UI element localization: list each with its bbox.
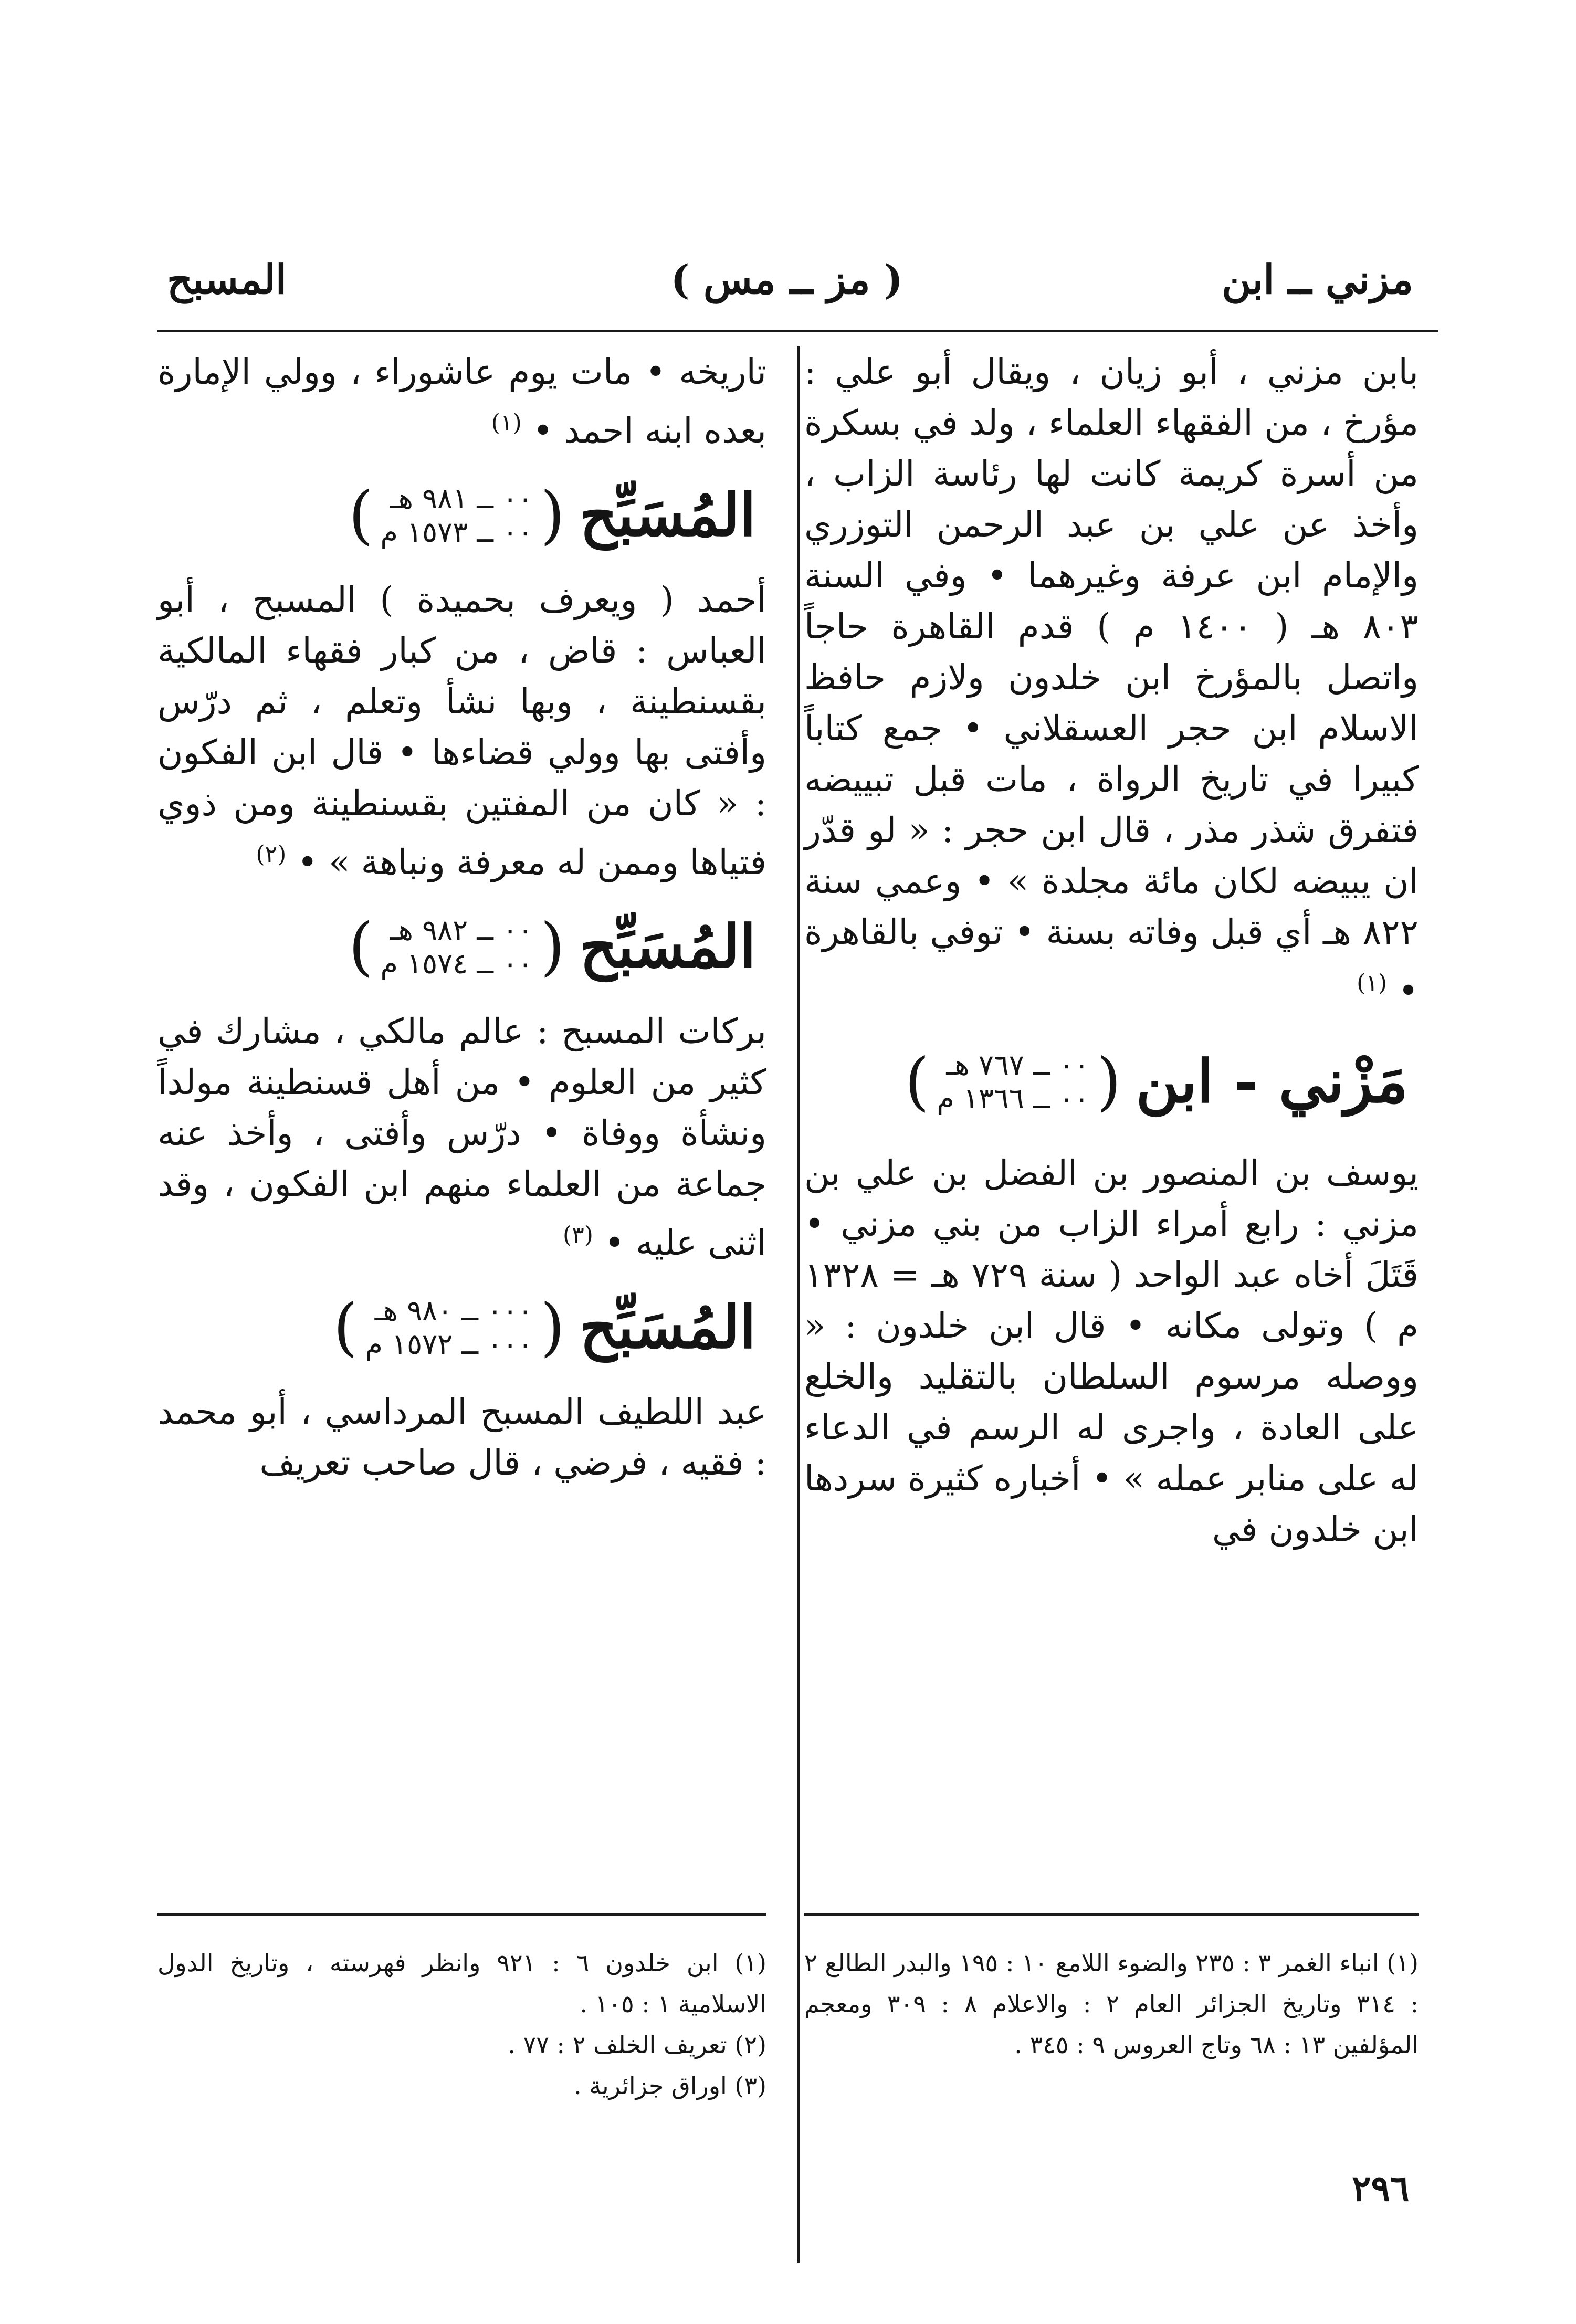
- entry-text: عبد اللطيف المسبح المرداسي ، أبو محمد : فقيه ، فرضي ، قال صاحب تعريف: [157, 1392, 766, 1483]
- footnote-rule: [157, 1913, 766, 1916]
- gregorian-date: ٠٠ ــ ١٥٧٤ م: [380, 947, 533, 980]
- entry-name: المُسَبِّح: [580, 480, 756, 550]
- entry-name: مَزْني - ابن: [1136, 1047, 1408, 1116]
- entry-dates: ( ٠٠ ــ ٧٦٧ هـ ٠٠ ــ ١٣٦٦ م ): [905, 1045, 1121, 1118]
- entry-text: بركات المسبح : عالم مالكي ، مشارك في كثير من العلوم • من أهل قسنطينة مولداً ونشأة ووفاة • درّس وأفتى ، وأخذ عنه جماعة من العلماء منهم ابن الفكون ، وقد اثنى عليه • $^{(٣)}$: [157, 1011, 766, 1263]
- entry-text: يوسف بن المنصور بن الفضل بن علي بن مزني : رابع أمراء الزاب من بني مزني • قَتَلَ أخاه عبد الواحد ( سنة ٧٢٩ هـ = ١٣٢٨ م ) وتولى مكانه • قال ابن خلدون : « ووصله مرسوم السلطان بالتقليد والخلع على العادة ، واجرى له الرسم في الدعاء له على منابر عمله » • أخباره كثيرة سردها ابن خلدون في: [804, 1153, 1419, 1550]
- entry-name: المُسَبِّح: [580, 912, 756, 981]
- footnote: (٢) تعريف الخلف ٢ : ٧٧ .: [508, 2031, 766, 2059]
- footnotes-right: [804, 1942, 1419, 2065]
- entry-heading: [157, 888, 766, 1006]
- right-column: [804, 346, 1419, 1555]
- footnotes-left: [157, 1942, 766, 2106]
- hijri-date: ٠٠ ــ ٩٨٢ هـ: [390, 913, 533, 947]
- page-number: ٢٩٦: [1352, 2168, 1410, 2210]
- gregorian-date: ٠٠ ــ ١٥٧٣ م: [380, 515, 533, 549]
- footnote-marker: (١): [491, 409, 522, 436]
- footnote: (١) انباء الغمر ٣ : ٢٣٥ والضوء اللامع ١٠ : ١٩٥ والبدر الطالع ٢ : ٣١٤ وتاريخ الجزائر العام ٢ : والاعلام ٨ : ٣٠٩ ومعجم المؤلفين ١٣ : ٦٨ وتاج العروس ٩ : ٣٤٥ .: [804, 1949, 1419, 2059]
- entry-text: أحمد ( ويعرف بحميدة ) المسبح ، أبو العباس : قاض ، من كبار فقهاء المالكية بقسنطينة ، وبها نشأ وتعلم ، ثم درّس وأفتى بها وولي قضاءها • قال ابن الفكون : « كان من المفتين بقسنطينة ومن ذوي فتياها وممن له معرفة ونباهة » • $^{(٢)}$: [157, 580, 766, 882]
- entry-dates: ( ٠٠ ــ ٩٨٢ هـ ٠٠ ــ ١٥٧٤ م ): [348, 910, 565, 983]
- entry-text: بابن مزني ، أبو زيان ، ويقال أبو علي : مؤرخ ، من الفقهاء العلماء ، ولد في بسكرة من أسرة كريمة كانت لها رئاسة الزاب ، وأخذ عن علي بن عبد الرحمن التوزري والإمام ابن عرفة وغيرهما • وفي السنة ٨٠٣ هـ ( ١٤٠٠ م ) قدم القاهرة حاجاً واتصل بالمؤرخ ابن خلدون ولازم حافظ الاسلام ابن حجر العسقلاني • جمع كتاباً كبيرا في تاريخ الرواة ، مات قبل تبييضه فتفرق شذر مذر ، قال ابن حجر : « لو قدّر ان يبيضه لكان مائة مجلدة » • وعمي سنة ٨٢٢ هـ أي قبل وفاته بسنة • توفي بالقاهرة • $^{(١)}$: [804, 352, 1419, 1011]
- running-header-center: ( مز ــ مس ): [670, 256, 903, 303]
- hijri-date: ٠٠٠ ــ ٩٨٠ هـ: [374, 1294, 533, 1327]
- footnote-rule: [804, 1913, 1419, 1916]
- entry-text: تاريخه • مات يوم عاشوراء ، وولي الإمارة بعده ابنه احمد • $^{(١)}$: [157, 352, 766, 451]
- hijri-date: ٠٠ ــ ٧٦٧ هـ: [946, 1048, 1089, 1081]
- footnote-marker: (٢): [256, 841, 287, 868]
- left-column: [157, 346, 766, 1488]
- running-header-right: مزني ــ ابن: [1222, 256, 1413, 303]
- entry-heading: [804, 1016, 1419, 1148]
- entry-dates: ( ٠٠٠ ــ ٩٨٠ هـ ٠٠٠ ــ ١٥٧٢ م ): [333, 1290, 565, 1364]
- column-divider: [797, 346, 800, 2263]
- gregorian-date: ٠٠ ــ ١٣٦٦ م: [937, 1082, 1089, 1115]
- footnote-marker: (١): [1357, 970, 1388, 996]
- entry-dates: ( ٠٠ ــ ٩٨١ هـ ٠٠ ــ ١٥٧٣ م ): [348, 478, 565, 552]
- gregorian-date: ٠٠٠ ــ ١٥٧٢ م: [365, 1327, 533, 1361]
- footnote-marker: (٣): [562, 1222, 593, 1248]
- entry-heading: [157, 456, 766, 574]
- hijri-date: ٠٠ ــ ٩٨١ هـ: [390, 481, 533, 515]
- footnote: (١) ابن خلدون ٦ : ٩٢١ وانظر فهرسته ، وتاريخ الدول الاسلامية ١ : ١٠٥ .: [157, 1949, 766, 2018]
- entry-name: المُسَبِّح: [580, 1292, 756, 1362]
- running-header-left: المسبح: [167, 256, 287, 303]
- entry-heading: [157, 1268, 766, 1386]
- footnote: (٣) اوراق جزائرية .: [573, 2071, 766, 2100]
- header-rule: [157, 330, 1438, 332]
